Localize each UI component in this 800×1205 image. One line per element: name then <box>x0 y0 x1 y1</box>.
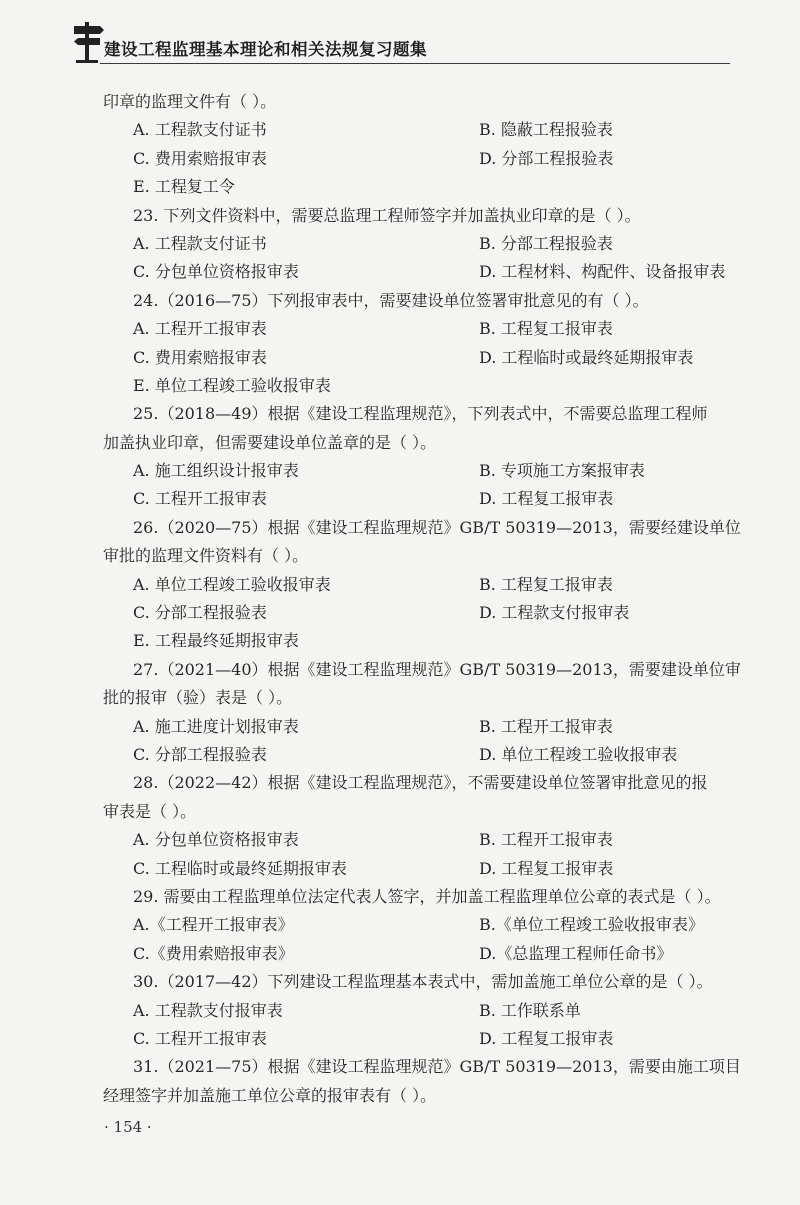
answer-option: B. 隐蔽工程报验表 <box>479 120 613 140</box>
header-title: 建设工程监理基本理论和相关法规复习题集 <box>104 40 427 59</box>
answer-option: C. 费用索赔报审表 <box>133 148 267 168</box>
answer-option: C. 工程开工报审表 <box>133 489 267 509</box>
question-stem-continuation: 审批的监理文件资料有（ ）。 <box>103 546 309 566</box>
option-row <box>103 713 725 741</box>
option-row <box>103 1025 725 1053</box>
signpost-logo-icon <box>72 18 106 64</box>
header-divider <box>100 63 730 64</box>
option-row <box>103 571 725 599</box>
answer-option: D. 工程材料、构配件、设备报审表 <box>479 262 726 282</box>
answer-option: A. 工程款支付证书 <box>133 120 267 140</box>
answer-option: A. 施工进度计划报审表 <box>133 716 299 736</box>
page-number: · 154 · <box>104 1118 152 1136</box>
question-stem-continuation: 批的报审（验）表是（ ）。 <box>103 688 293 708</box>
option-row <box>103 855 725 883</box>
option-row <box>103 485 725 513</box>
answer-option: B.《单位工程竣工验收报审表》 <box>479 915 704 935</box>
option-row <box>103 911 725 939</box>
answer-option: B. 工作联系单 <box>479 1000 581 1020</box>
answer-option: D. 工程复工报审表 <box>479 489 614 509</box>
answer-option: C. 工程临时或最终延期报审表 <box>133 858 347 878</box>
answer-option: C. 分部工程报验表 <box>133 603 267 623</box>
answer-option: B. 工程复工报审表 <box>479 574 613 594</box>
option-row <box>103 344 725 372</box>
option-row <box>103 627 725 655</box>
answer-option: D. 工程款支付报审表 <box>479 603 630 623</box>
answer-option: D. 工程复工报审表 <box>479 1028 614 1048</box>
option-row <box>103 826 725 854</box>
answer-option: D. 工程临时或最终延期报审表 <box>479 347 694 367</box>
answer-option: A. 工程款支付证书 <box>133 233 267 253</box>
question-stem: 26.（2020—75）根据《建设工程监理规范》GB/T 50319—2013，需要经建设单位 <box>133 517 741 537</box>
question-stem: 25.（2018—49）根据《建设工程监理规范》，下列表式中，不需要总监理工程师 <box>133 404 708 424</box>
answer-option: A. 施工组织设计报审表 <box>133 461 299 481</box>
answer-option: A. 分包单位资格报审表 <box>133 830 299 850</box>
option-row <box>103 230 725 258</box>
answer-option: E. 单位工程竣工验收报审表 <box>133 375 331 395</box>
answer-option: E. 工程复工令 <box>133 177 235 197</box>
answer-option: D.《总监理工程师任命书》 <box>479 943 673 963</box>
answer-option: A. 工程款支付报审表 <box>133 1000 283 1020</box>
running-header <box>72 18 732 66</box>
option-row <box>103 457 725 485</box>
option-row <box>103 116 725 144</box>
question-stem: 28.（2022—42）根据《建设工程监理规范》，不需要建设单位签署审批意见的报 <box>133 773 708 793</box>
question-list <box>103 88 741 1110</box>
answer-option: B. 工程复工报审表 <box>479 319 613 339</box>
question-stem-continuation: 加盖执业印章，但需要建设单位盖章的是（ ）。 <box>103 432 437 452</box>
answer-option: A. 工程开工报审表 <box>133 319 267 339</box>
answer-option: E. 工程最终延期报审表 <box>133 631 299 651</box>
question-stem: 24.（2016—75）下列报审表中，需要建设单位签署审批意见的有（ ）。 <box>133 290 649 310</box>
option-row <box>103 173 725 201</box>
question-stem-continuation: 印章的监理文件有（ ）。 <box>103 92 277 111</box>
answer-option: B. 工程开工报审表 <box>479 830 613 850</box>
question-stem: 29. 需要由工程监理单位法定代表人签字，并加盖工程监理单位公章的表式是（ ）。 <box>133 886 721 906</box>
option-row <box>103 940 725 968</box>
answer-option: D. 分部工程报验表 <box>479 148 614 168</box>
answer-option: B. 分部工程报验表 <box>479 233 613 253</box>
option-row <box>103 599 725 627</box>
option-row <box>103 997 725 1025</box>
option-row <box>103 258 725 286</box>
answer-option: D. 单位工程竣工验收报审表 <box>479 744 678 764</box>
answer-option: C. 分部工程报验表 <box>133 744 267 764</box>
question-stem-continuation: 经理签字并加盖施工单位公章的报审表有（ ）。 <box>103 1085 437 1105</box>
question-stem: 31.（2021—75）根据《建设工程监理规范》GB/T 50319—2013，需要由施工项目 <box>133 1057 741 1077</box>
answer-option: A.《工程开工报审表》 <box>133 915 294 935</box>
answer-option: B. 专项施工方案报审表 <box>479 461 645 481</box>
answer-option: C. 分包单位资格报审表 <box>133 262 299 282</box>
question-stem-continuation: 审表是（ ）。 <box>103 801 197 821</box>
question-stem: 30.（2017—42）下列建设工程监理基本表式中，需加盖施工单位公章的是（ ）。 <box>133 972 713 992</box>
question-stem: 23. 下列文件资料中，需要总监理工程师签字并加盖执业印章的是（ ）。 <box>133 205 641 225</box>
option-row <box>103 741 725 769</box>
answer-option: C.《费用索赔报审表》 <box>133 943 294 963</box>
answer-option: B. 工程开工报审表 <box>479 716 613 736</box>
option-row <box>103 372 725 400</box>
question-stem: 27.（2021—40）根据《建设工程监理规范》GB/T 50319—2013，需要建设单位审 <box>133 659 741 679</box>
option-row <box>103 145 725 173</box>
answer-option: A. 单位工程竣工验收报审表 <box>133 574 331 594</box>
answer-option: C. 工程开工报审表 <box>133 1028 267 1048</box>
answer-option: D. 工程复工报审表 <box>479 858 614 878</box>
option-row <box>103 315 725 343</box>
answer-option: C. 费用索赔报审表 <box>133 347 267 367</box>
